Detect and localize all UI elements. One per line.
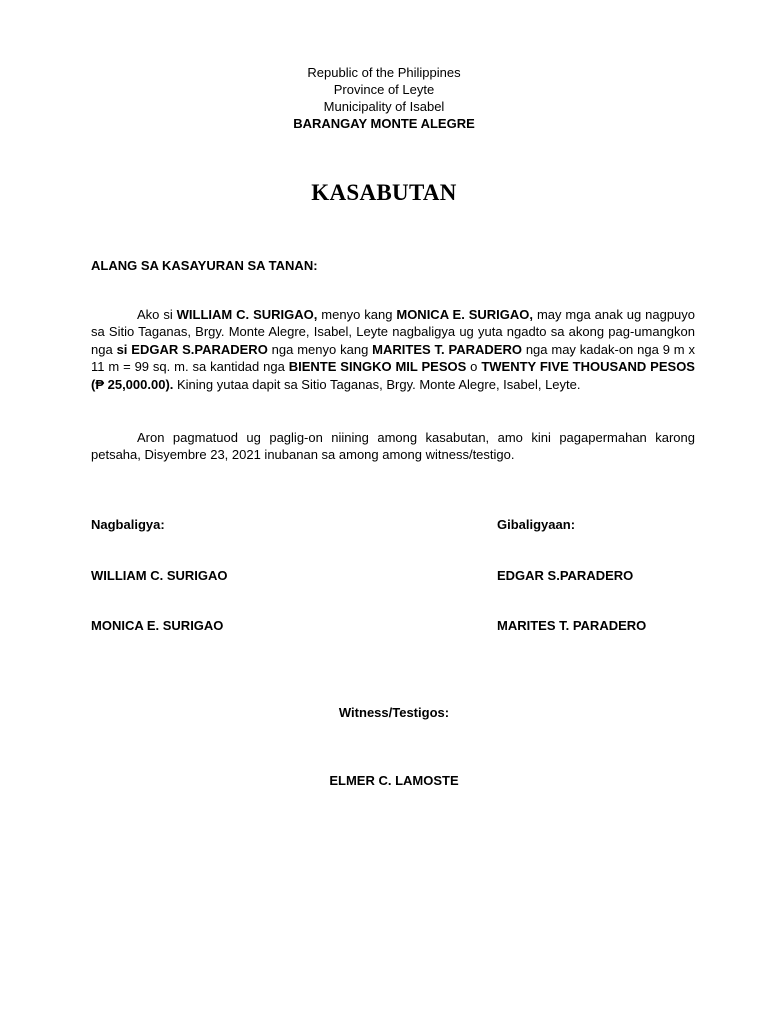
para-text: o (466, 359, 482, 375)
seller-signatory-2: MONICA E. SURIGAO (91, 618, 224, 633)
buyer-signatory-1: EDGAR S.PARADERO (497, 568, 634, 583)
salutation: ALANG SA KASAYURAN SA TANAN: (91, 258, 318, 273)
header-barangay: BARANGAY MONTE ALEGRE (293, 116, 475, 131)
witness-label: Witness/Testigos: (338, 705, 450, 720)
header-municipality: Municipality of Isabel (323, 99, 445, 114)
amount-english: TWENTY FIVE THOUSAND PESOS (₱ 25,000.00). (91, 359, 695, 392)
seller-label: Nagbaligya: (91, 517, 165, 532)
buyer-name-2: MARITES T. PARADERO (372, 341, 522, 357)
document-title: KASABUTAN (311, 180, 457, 205)
attestation-text: Aron pagmatuod ug paglig-on niining among kasabutan, amo kini pagapermahan karong petsaha, Disyembre 23, 2021 inubanan sa among among witness/testigo. (91, 430, 695, 463)
buyer-label: Gibaligyaan: (497, 517, 576, 532)
witness-name: ELMER C. LAMOSTE (329, 773, 459, 788)
para-text: may mga anak ug nagpuyo sa Sitio Taganas, Brgy. Monte Alegre, Isabel, Leyte nagbaligya ug yuta ngadto sa akong pag-umangkon nga (91, 307, 696, 357)
para-text: nga may kadak-on nga 9 m x 11 m = 99 sq. m. sa kantidad nga (91, 341, 695, 375)
seller-name-1: WILLIAM C. SURIGAO, (176, 307, 318, 322)
buyer-name-1: EDGAR S.PARADERO (131, 341, 268, 357)
para-text: Ako si (137, 307, 177, 322)
para-text: nga menyo kang (267, 341, 373, 357)
seller-signatory-1: WILLIAM C. SURIGAO (91, 568, 228, 583)
attestation-paragraph (91, 429, 695, 464)
header-province: Province of Leyte (333, 82, 435, 97)
seller-name-2: MONICA E. SURIGAO, (396, 307, 534, 322)
agreement-paragraph (91, 306, 695, 393)
para-text: menyo kang (317, 307, 397, 322)
header-country: Republic of the Philippines (307, 65, 461, 80)
document-header (0, 64, 768, 132)
buyer-signatory-2: MARITES T. PARADERO (497, 618, 647, 633)
para-si: si (116, 341, 128, 357)
amount-words: BIENTE SINGKO MIL PESOS (288, 359, 467, 375)
para-text: Kining yutaa dapit sa Sitio Taganas, Brgy. Monte Alegre, Isabel, Leyte. (173, 376, 581, 392)
